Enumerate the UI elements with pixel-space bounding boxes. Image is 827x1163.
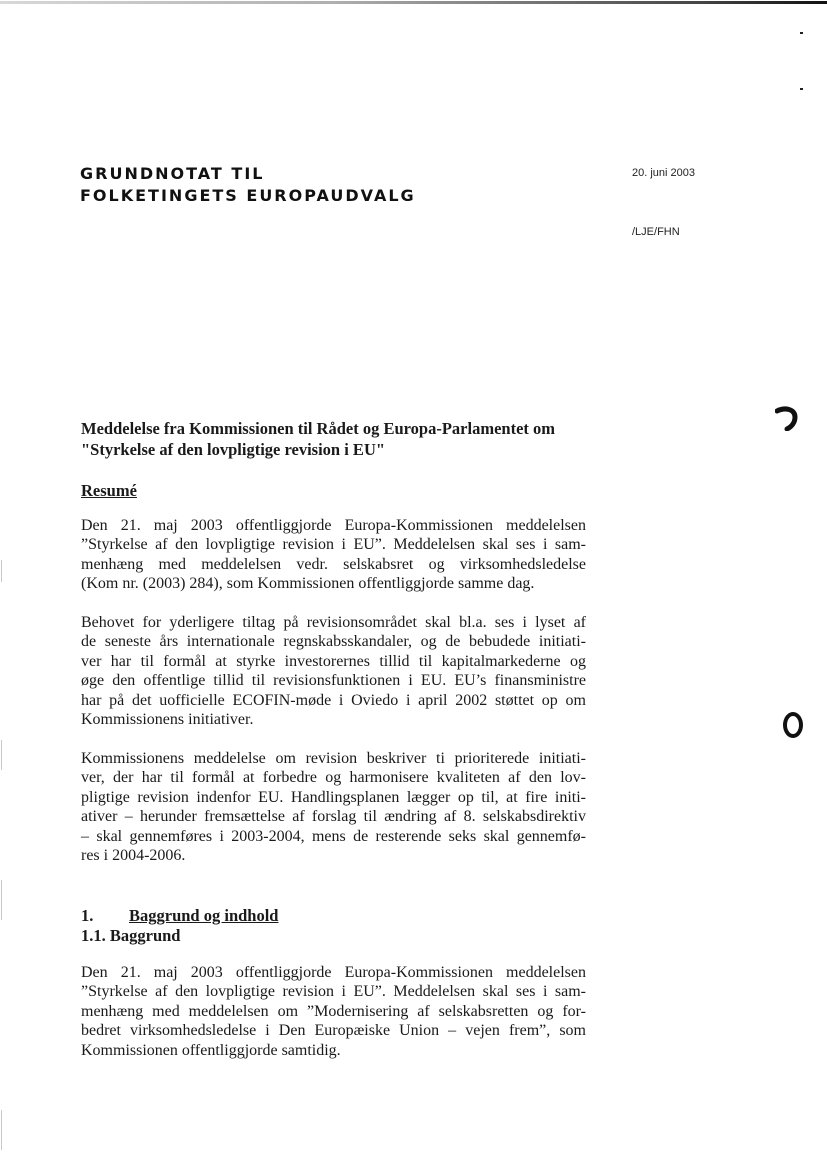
section-1-heading: [81, 906, 278, 926]
paragraph-line: ”Styrkelse af den lovpligtige revision i EU”. Meddelelsen skal ses i sam-: [81, 983, 586, 1001]
scan-dot: [800, 32, 803, 34]
paragraph-line: – skal gennemføres i 2003-2004, mens de resterende seks skal gennemfø-: [81, 827, 586, 845]
resume-paragraph-2: [81, 613, 586, 729]
scan-margin-mark: [1, 880, 2, 920]
paragraph-line: menhæng med meddelelsen vedr. selskabsret og virksomhedsledelse: [81, 555, 586, 573]
organization-title-line2: FOLKETINGETS EUROPAUDVALG: [80, 186, 416, 205]
paragraph-line: Den 21. maj 2003 offentliggjorde Europa-Kommissionen meddelelsen: [81, 517, 586, 534]
section-1-1-paragraph: [81, 963, 586, 1060]
paragraph-line: har på det uofficielle ECOFIN-møde i Oviedo i april 2002 støttet op om: [81, 691, 586, 709]
resume-paragraph-3: [81, 749, 586, 865]
paragraph-line: bedret virksomhedsledelse i Den Europæiske Union – vejen frem”, som: [81, 1022, 586, 1040]
document-title-line1: Meddelelse fra Kommissionen til Rådet og Europa-Parlamentet om: [81, 419, 556, 438]
paragraph-line: ver, der har til formål at forbedre og harmonisere kvaliteten af den lov-: [81, 769, 586, 787]
paragraph-line: Kommissionen offentliggjorde samtidig.: [81, 1041, 341, 1059]
document-title: [81, 418, 601, 460]
organization-title-line1: GRUNDNOTAT TIL: [80, 164, 265, 183]
paragraph-line: res i 2004-2006.: [81, 847, 186, 865]
paragraph-line: Kommissionens initiativer.: [81, 711, 254, 729]
scan-edge-line: [0, 1, 827, 4]
document-title-line2: "Styrkelse af den lovpligtige revision i EU": [81, 440, 386, 459]
section-1-title: Baggrund og indhold: [129, 906, 279, 925]
punch-hole-icon: [783, 712, 803, 738]
paragraph-line: menhæng med meddelelsen om ”Modernisering af selskabsretten og for-: [81, 1002, 586, 1020]
paragraph-line: (Kom nr. (2003) 284), som Kommissionen offentliggjorde samme dag.: [81, 575, 535, 593]
scan-dot: [800, 88, 803, 90]
section-1-number: 1.: [81, 906, 94, 925]
paragraph-line: Behovet for yderligere tiltag på revisionsområdet skal bl.a. ses i lyset af: [81, 614, 586, 631]
resume-heading: Resumé: [81, 481, 137, 500]
paragraph-line: øge den offentlige tillid til revisionsfunktionen i EU. EU’s finansministre: [81, 672, 586, 690]
paragraph-line: ver har til formål at styrke investorernes tillid til kapitalmarkederne og: [81, 652, 586, 670]
paragraph-line: ”Styrkelse af den lovpligtige revision i EU”. Meddelelsen skal ses i sam-: [81, 536, 586, 554]
binder-mark-icon: [775, 405, 801, 431]
scan-margin-mark: [1, 560, 2, 582]
document-date: 20. juni 2003: [632, 167, 695, 179]
document-reference: /LJE/FHN: [632, 226, 680, 238]
paragraph-line: pligtige revision indenfor EU. Handlingsplanen lægger op til, at fire initi-: [81, 788, 586, 806]
scan-margin-mark: [1, 1110, 2, 1150]
paragraph-line: Den 21. maj 2003 offentliggjorde Europa-Kommissionen meddelelsen: [81, 964, 586, 981]
resume-paragraph-1: [81, 516, 586, 594]
organization-title: [80, 163, 416, 207]
paragraph-line: de seneste års internationale regnskabsskandaler, og de bebudede initiati-: [81, 633, 586, 651]
scan-margin-mark: [1, 740, 2, 770]
paragraph-line: Kommissionens meddelelse om revision beskriver ti prioriterede initiati-: [81, 750, 586, 767]
paragraph-line: ativer – herunder fremsættelse af forslag til ændring af 8. selskabsdirektiv: [81, 808, 586, 826]
section-1-1-heading: 1.1. Baggrund: [81, 926, 181, 945]
